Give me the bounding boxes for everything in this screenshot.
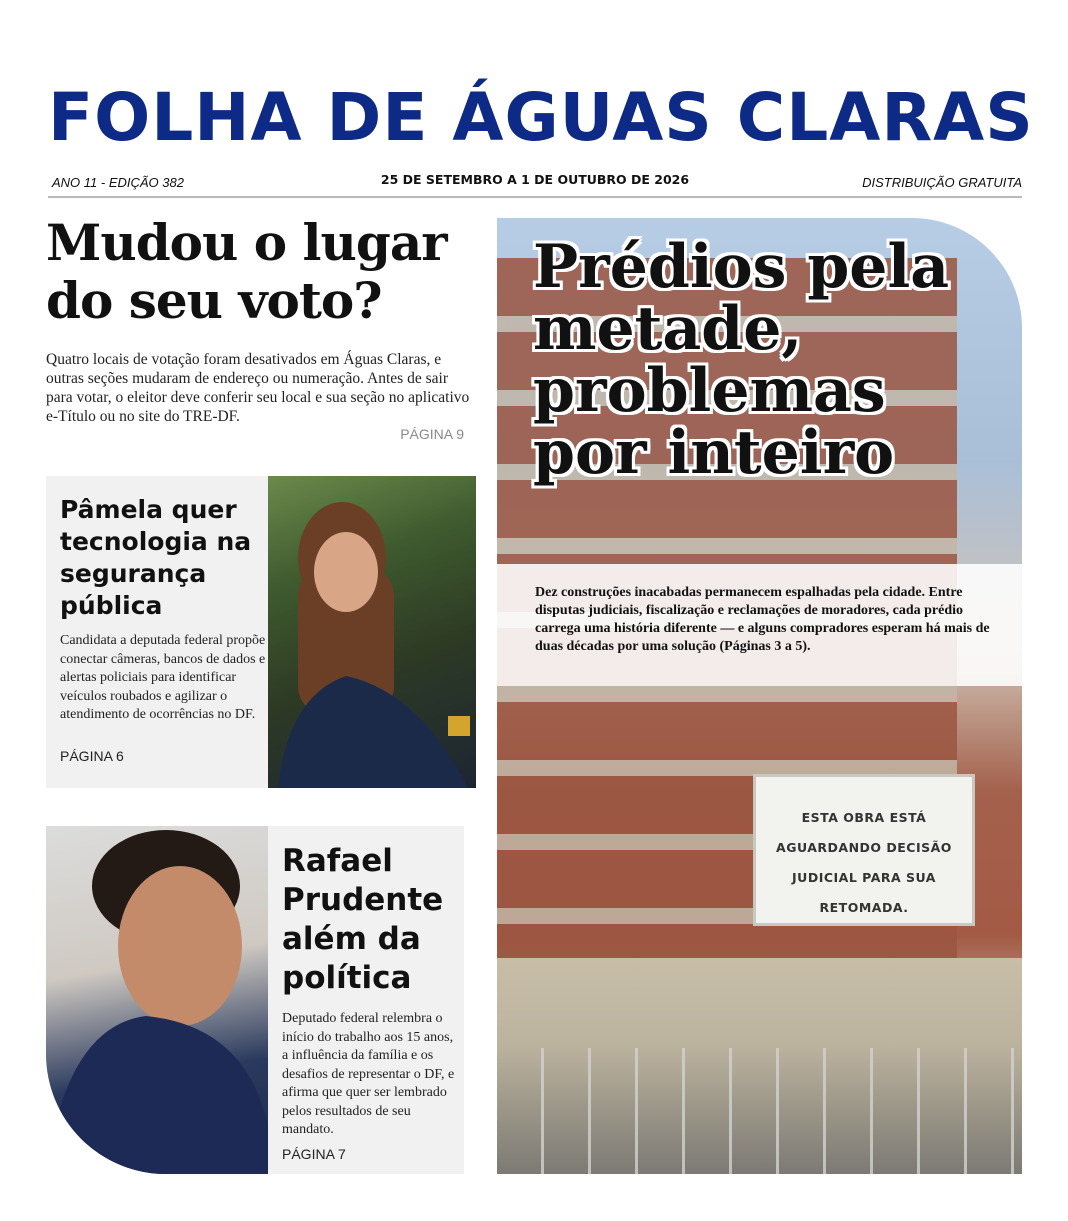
lead-body: Quatro locais de votação foram desativados em Águas Claras, e outras seções mudaram de endereço ou numeração. Antes de sair para votar, o eleitor deve conferir seu local e sua seção no aplicativo e-Título ou no site do TRE-DF.	[46, 351, 470, 425]
feature-headline-line: metade,	[533, 294, 803, 364]
feature-headline-line: por inteiro	[533, 418, 895, 488]
rafael-page-ref[interactable]: PÁGINA 7	[282, 1146, 346, 1162]
sign-text	[762, 803, 966, 923]
pamela-photo	[268, 476, 476, 788]
lead-headline-line: Mudou o lugar	[46, 213, 447, 272]
rafael-headline: Rafael Prudente além da política	[282, 843, 444, 996]
sign-line: JUDICIAL PARA SUA	[792, 870, 936, 885]
rafael-photo	[46, 826, 268, 1174]
lead-page-ref[interactable]: PÁGINA 9	[400, 426, 464, 442]
pamela-page-ref[interactable]: PÁGINA 6	[60, 748, 124, 764]
sign-line: AGUARDANDO DECISÃO	[776, 840, 952, 855]
pamela-headline: Pâmela quer tecnologia na segurança pública	[60, 495, 252, 620]
distribution-label: DISTRIBUIÇÃO GRATUITA	[862, 175, 1022, 190]
newspaper-masthead: FOLHA DE ÁGUAS CLARAS	[48, 79, 1034, 156]
pamela-body: Candidata a deputada federal propõe conectar câmeras, bancos de dados e alertas policiais para identificar veículos roubados e agilizar o atendimento de ocorrências no DF.	[60, 633, 266, 722]
sign-line: RETOMADA.	[819, 900, 909, 915]
feature-headline-line: Prédios pela	[533, 232, 950, 302]
portrait-man-icon	[46, 826, 268, 1174]
lead-headline-line: do seu voto?	[46, 271, 382, 330]
feature-story[interactable]	[497, 218, 1022, 1174]
edition-label: ANO 11 - EDIÇÃO 382	[52, 175, 184, 190]
pamela-story[interactable]	[46, 476, 476, 788]
sign-line: ESTA OBRA ESTÁ	[801, 810, 927, 825]
rafael-story[interactable]	[46, 826, 464, 1174]
portrait-woman-icon	[268, 476, 476, 788]
feature-headline	[533, 232, 1003, 488]
header-divider	[48, 196, 1022, 198]
feature-body: Dez construções inacabadas permanecem espalhadas pela cidade. Entre disputas judiciais, fiscalização e reclamações de moradores, cada prédio carrega uma história diferente — e alguns compradores esperam há mais de duas décadas por uma solução (Páginas 3 a 5).	[535, 585, 990, 654]
construction-fence	[497, 1048, 1022, 1174]
lead-headline[interactable]	[46, 214, 476, 330]
rafael-body: Deputado federal relembra o início do trabalho aos 15 anos, a influência da família e os desafios de representar o DF, e afirma que quer ser lembrado pelos resultados de seu mandato.	[282, 1011, 455, 1137]
issue-line	[48, 172, 1022, 194]
construction-sign	[753, 774, 975, 926]
issue-dates: 25 DE SETEMBRO A 1 DE OUTUBRO DE 2026	[380, 172, 690, 187]
feature-headline-line: problemas	[533, 356, 886, 426]
